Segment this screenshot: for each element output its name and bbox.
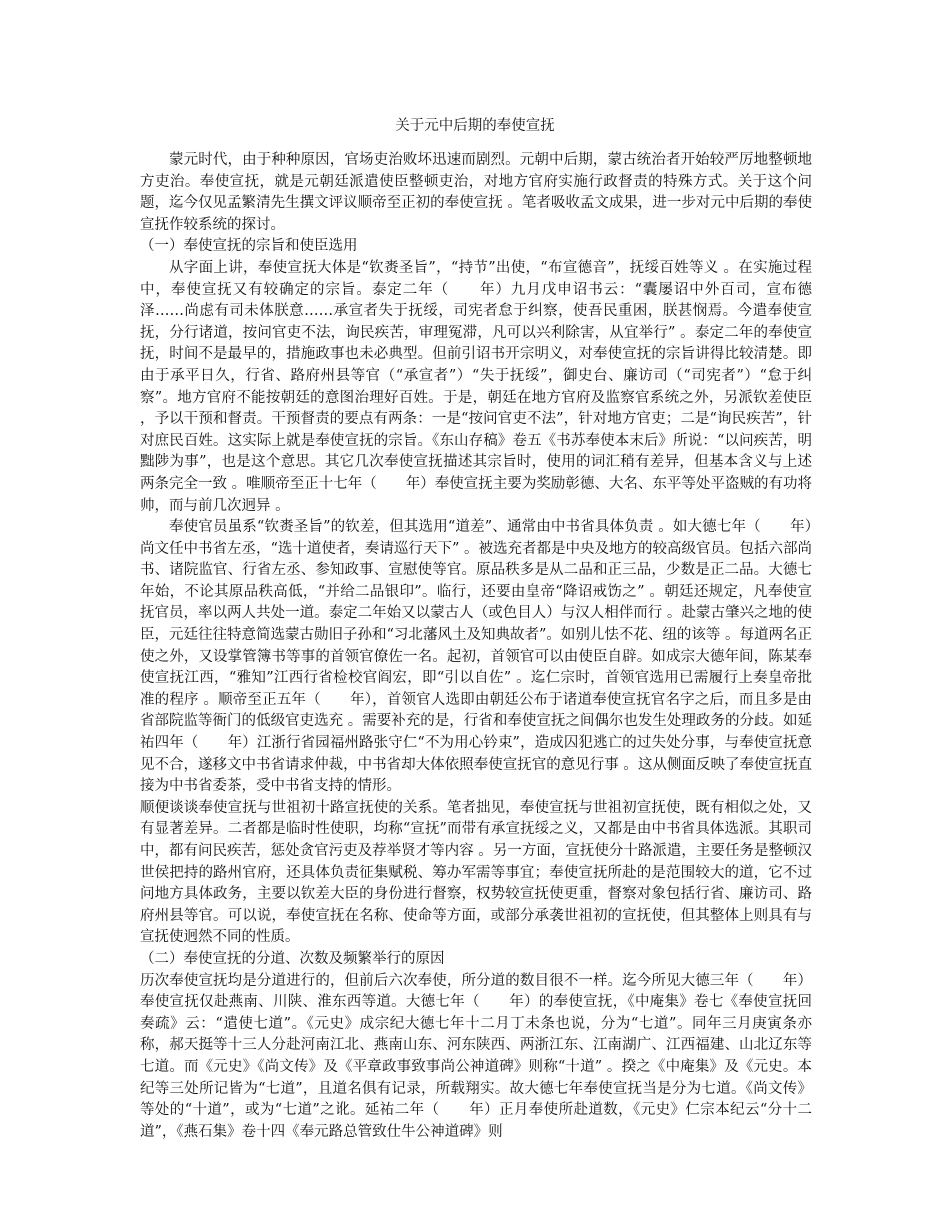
section-heading-1: （一）奉使宣抚的宗旨和使臣选用 [140,238,358,255]
paragraph-divisions: 历次奉使宣抚均是分道进行的，但前后六次奉使，所分道的数目很不一样。迄今所见大德三年（ 年）奉使宣抚仅赴燕南、川陕、淮东西等道。大德七年（ 年）的奉使宣抚，《中庵集》卷七《奉使宣抚回奏疏》云：“遣使七道”。《元史》成宗纪大德七年十二月丁未条也说，分为“七道”。同年三月庚寅条亦称，郝天挺等十三人分赴河南江北、燕南山东、河东陕西、两浙江东、江南湖广、江西福建、山北辽东等七道。而《元史》《尚文传》及《平章政事致事尚公神道碑》则称“十道” 。揆之《中庵集》及《元史。本纪等三处所记皆为“七道”，且道名俱有记录，所载翔实。故大德七年奉使宣抚当是分为七道。《尚文传》等处的“十道”，或为“七道”之讹。延祐二年（ 年）正月奉使所赴道数，《元史》仁宗本纪云“分十二道”，《燕石集》卷十四《奉元路总管致仕牛公神道碑》则 [140,972,812,1140]
paragraph-envoy-selection: 奉使官员虽系“钦赉圣旨”的钦差，但其选用“道差”、通常由中书省具体负责 。如大德七年（ 年）尚文任中书省左丞，“选十道使者，奏请巡行天下” 。被选充者都是中央及地方的较高级官员。包括六部尚书、诸院监官、行省左丞、参知政事、宣慰使等官。原品秩多是从二品和正三品，少数是正二品。大德七年始，不论其原品秩高低，“并给二品银印”。临行，还要由皇帝“降诏戒饬之” 。朝廷还规定，凡奉使宣抚官员，率以两人共处一道。泰定二年始又以蒙古人（或色目人）与汉人相伴而行 。赴蒙古肇兴之地的使臣，元廷往往特意简选蒙古勋旧子孙和“习北藩风土及知典故者”。如别儿怯不花、纽的该等 。每道两名正使之外，又设掌管簿书等事的首领官僚佐一名。起初，首领官可以由使臣自辟。如成宗大德年间，陈某奉使宣抚江西，“雅知”江西行省检校官阎宏，即“引以自佐” 。迄仁宗时，首领官选用已需履行上奏皇帝批准的程序 。顺帝至正五年（ 年），首领官人选即由朝廷公布于诸道奉使宣抚官名字之后，而且多是由省部院监等衙门的低级官吏选充 。需要补充的是，行省和奉使宣抚之间偶尔也发生处理政务的分歧。如延祐四年（ 年）江浙行省园福州路张守仁“不为用心钤束”，造成囚犯逃亡的过失处分事，与奉使宣抚意见不合，遂移文中书省请求仲裁，中书省却大体依照奉使宣抚官的意见行事 。这从侧面反映了奉使宣抚直接为中书省委茶，受中书省支持的情形。 [140,519,812,795]
paragraph-purpose: 从字面上讲，奉使宣抚大体是“钦赉圣旨”，“持节”出使，“布宣德音”，抚绥百姓等义 。在实施过程中，奉使宣抚又有较确定的宗旨。泰定二年（ 年）九月戊申诏书云：“囊屡诏中外百司，宣布德泽……尚虑有司未体朕意……承宣者失于抚绥，司宪者怠于纠察，使吾民重困，朕甚悯焉。今遣奉使宣抚，分行诸道，按问官吏不法，询民疾苦，审理冤滞，凡可以兴利除害，从宜举行” 。泰定二年的奉使宣抚，时间不是最早的，措施政事也未必典型。但前引诏书开宗明义，对奉使宣抚的宗旨讲得比较清楚。即由于承平日久，行省、路府州县等官（“承宣者”）“失于抚绥”，御史台、廉访司（“司宪者”）“怠于纠察”。地方官府不能按朝廷的意图治理好百姓。于是，朝廷在地方官府及监察官系统之外，另派钦差使臣 ，予以干预和督责。干预督责的要点有两条：一是“按问官吏不法”，针对地方官吏；二是“询民疾苦”，针对庶民百姓。这实际上就是奉使宣抚的宗旨。《东山存稿》卷五《书苏奉使本末后》所说：“以问疾苦，明黜陟为事”，也是这个意思。其它几次奉使宣抚描述其宗旨时，使用的词汇稍有差异，但基本含义与上述两条完全一致 。唯顺帝至正十七年（ 年）奉使宣抚主要为奖励彰德、大名、东平等处平盗贼的有功将帅，而与前几次迥异 。 [140,259,812,514]
paragraph-comparison: 顺便谈谈奉使宣抚与世祖初十路宣抚使的关系。笔者拙见，奉使宣抚与世祖初宣抚使，既有相似之处，又有显著差异。二者都是临时性使职，均称“宣抚”而带有承宣抚绥之义，又都是由中书省具体选派。其职司中，都有问民疾苦，惩处贪官污吏及荐举贤才等内容 。另一方面，宣抚使分十路派遣，主要任务是整顿汉世侯把持的路州官府，还具体负责征集赋税、筹办军需等事宜；奉使宣抚所赴的是范围较大的道，它不过问地方具体政务，主要以钦差大臣的身份进行督察，权势较宣抚使更重，督察对象包括行省、廉访司、路府州县等官。可以说，奉使宣抚在名称、使命等方面，或部分承袭世祖初的宣抚使，但其整体上则具有与宣抚使迥然不同的性质。 [140,799,812,946]
document-body [140,150,812,1143]
document-title: 关于元中后期的奉使宣抚 [395,118,555,134]
section-heading-2: （二）奉使宣抚的分道、次数及频繁举行的原因 [140,950,445,967]
paragraph-intro: 蒙元时代，由于种种原因，官场吏治败坏迅速而剧烈。元朝中后期，蒙古统治者开始较严厉地整顿地方吏治。奉使宣抚，就是元朝廷派遣使臣整顿吏治，对地方官府实施行政督责的特殊方式。关于这个问题，迄今仅见孟繁清先生撰文评议顺帝至正初的奉使宣抚 。笔者吸收孟文成果，进一步对元中后期的奉使宣抚作较系统的探讨。 [140,152,812,233]
